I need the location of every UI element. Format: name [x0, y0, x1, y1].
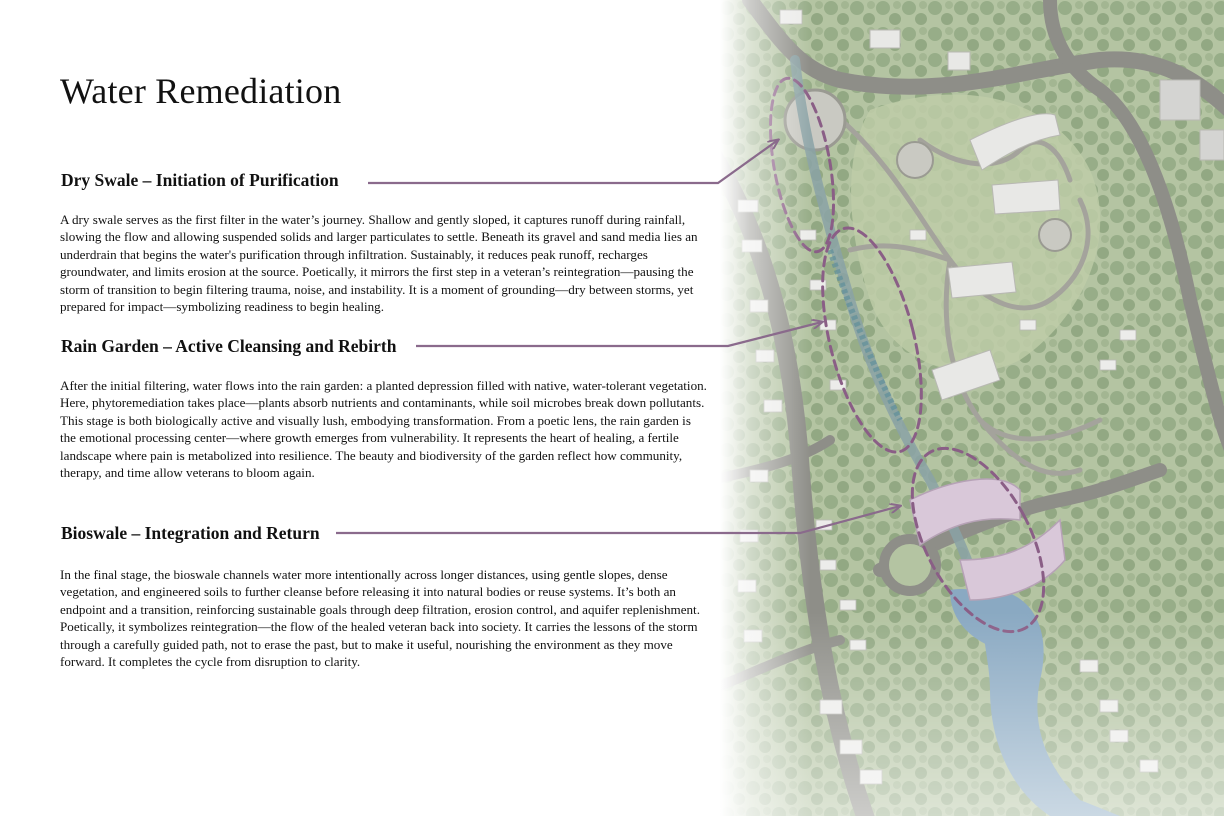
map-fade — [720, 0, 1224, 816]
rain-garden-heading: Rain Garden – Active Cleansing and Rebirth — [61, 336, 397, 356]
dry-swale-leader-arrow — [368, 140, 778, 183]
dry-swale-heading: Dry Swale – Initiation of Purification — [61, 170, 339, 190]
site-plan-map — [720, 0, 1224, 816]
bioswale-heading: Bioswale – Integration and Return — [61, 523, 320, 543]
page-title: Water Remediation — [60, 71, 342, 111]
rain-garden-body: After the initial filtering, water flows into the rain garden: a planted depression filled with native, water-tolerant vegetation. Here, phytoremediation takes place—plants absorb nutrients and contaminants, while soil microbes break down pollutants. This stage is both biologically active and visually lush, embodying transformation. From a poetic lens, the rain garden is the emotional processing center—where growth emerges from vulnerability. It represents the heart of healing, a fertile landscape where pain is metabolized into resilience. The beauty and biodiversity of the garden reflect how community, therapy, and time allow veterans to bloom again. — [60, 378, 707, 481]
bioswale-body: In the final stage, the bioswale channels water more intentionally across longer distances, using gentle slopes, dense vegetation, and engineered soils to further cleanse before releasing it into natural bodies or reuse systems. It’s both an endpoint and a transition, reinforcing sustainable goals through deep filtration, erosion control, and aquifer replenishment. Poetically, it symbolizes reintegration—the flow of the healed veteran back into society. It carries the lessons of the storm through a carefully guided path, not to erase the past, but to make it useful, nourishing the environment as they move forward. It completes the cycle from disruption to clarity. — [60, 567, 700, 670]
dry-swale-body: A dry swale serves as the first filter in the water’s journey. Shallow and gently sloped, it captures runoff during rainfall, slowing the flow and allowing suspended solids and larger particulates to settle. Beneath its gravel and sand media lies an underdrain that begins the water's purification through infiltration. Sustainably, it reduces peak runoff, recharges groundwater, and limits erosion at the source. Poetically, it mirrors the first step in a veteran’s reintegration—pausing the storm of transition to begin filtering trauma, noise, and instability. It is a moment of grounding—dry between storms, yet prepared for impact—symbolizing readiness to begin healing. — [60, 212, 698, 315]
